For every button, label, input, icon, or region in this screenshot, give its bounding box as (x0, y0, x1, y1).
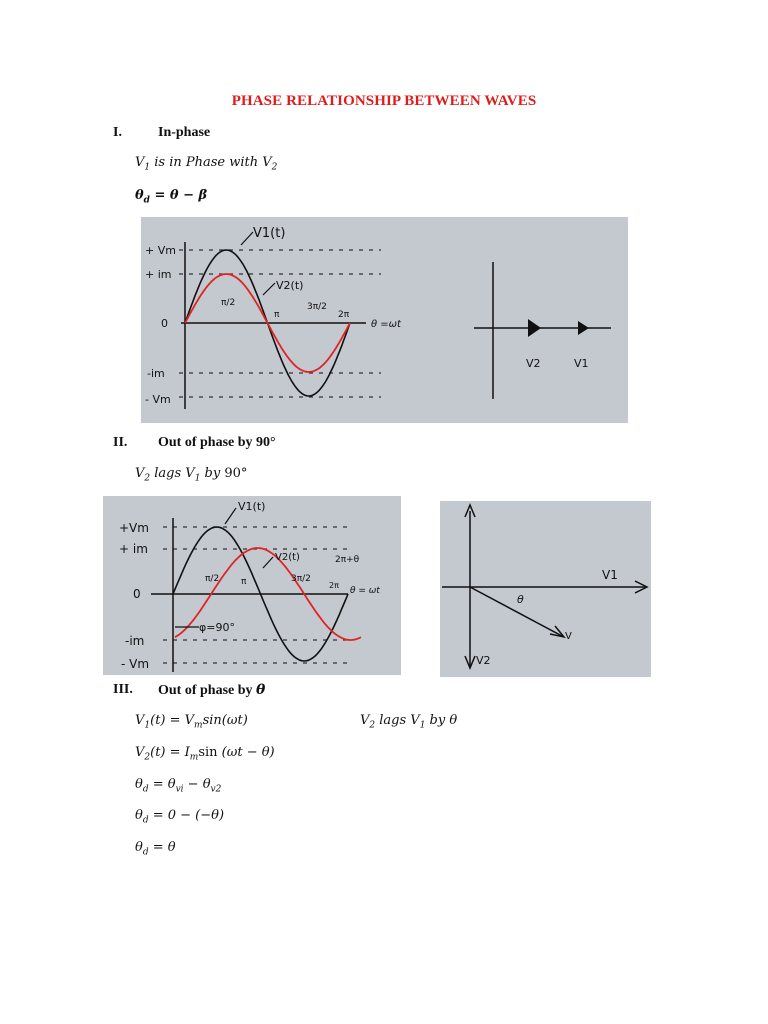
tick-pi: π (241, 577, 247, 587)
figure-90-waves (103, 496, 401, 675)
y-label-im: + im (119, 542, 148, 556)
figure-in-phase (141, 217, 628, 423)
tick-pi: π (274, 310, 280, 320)
tick-pi-half: π/2 (205, 574, 220, 584)
y-label-neg-vm: - Vm (145, 393, 171, 406)
section-3-heading: Out of phase by θ (158, 682, 266, 698)
figure-90-phasor (440, 501, 651, 677)
y-label-neg-im: -im (125, 634, 145, 648)
side-note: $V_2$ lags $V_1$ by θ (360, 713, 458, 731)
x-axis-label: θ = ωt (350, 586, 380, 596)
section-2-line-1: $V_2$ lags $V_1$ by 90° (135, 466, 248, 484)
tick-pi-half: π/2 (221, 298, 236, 308)
equation-4: $\theta_d = 0 - (-\theta)$ (135, 808, 225, 826)
y-label-neg-im: -im (147, 367, 165, 380)
section-3-number: III. (113, 682, 133, 697)
page-title: PHASE RELATIONSHIP BETWEEN WAVES (231, 93, 537, 109)
equation-5: $\theta_d = \theta$ (135, 840, 176, 858)
section-1-line-2: $\theta_d = \theta - \beta$ (135, 188, 208, 206)
label-v2t: V2(t) (276, 279, 304, 292)
tick-3pi-half: 3π/2 (291, 574, 311, 584)
phasor-label-theta: θ (517, 593, 524, 606)
equation-2: $V_2(t) = I_m\sin$ (ωt − θ) (135, 745, 275, 763)
equation-3: $\theta_d = \theta_{vi} - \theta_{v2}$ (135, 777, 222, 795)
y-label-zero: 0 (133, 587, 141, 601)
section-2-heading: Out of phase by 90° (158, 435, 276, 450)
phase-marker: φ=90° (199, 621, 235, 634)
phasor-label-v: V (565, 631, 572, 642)
tick-2pi: 2π (329, 581, 339, 590)
y-label-neg-vm: - Vm (121, 657, 150, 671)
y-label-vm: + Vm (145, 244, 176, 257)
phasor-label-v1: V1 (574, 357, 589, 370)
phasor-label-v1: V1 (602, 568, 618, 582)
tick-2pi: 2π (338, 310, 350, 320)
tick-2pi-theta: 2π+θ (335, 555, 360, 565)
label-v2t: V2(t) (275, 552, 300, 563)
label-v1t: V1(t) (253, 226, 286, 241)
phasor-label-v2: V2 (476, 654, 491, 667)
phasor-label-v2: V2 (526, 357, 541, 370)
section-1-heading: In-phase (158, 125, 211, 140)
tick-3pi-half: 3π/2 (307, 302, 327, 312)
y-label-zero: 0 (161, 317, 168, 330)
label-v1t: V1(t) (238, 500, 266, 513)
section-2-number: II. (113, 435, 128, 450)
y-label-vm: +Vm (119, 521, 149, 535)
equation-1: $V_1(t) = V_m\sin(\omega t)$ (135, 713, 248, 731)
y-label-im: + im (145, 268, 172, 281)
section-1-line-1: $V_1$ is in Phase with $V_2$ (135, 155, 278, 173)
section-1-number: I. (113, 125, 122, 140)
x-axis-label: θ =ωt (371, 319, 401, 330)
